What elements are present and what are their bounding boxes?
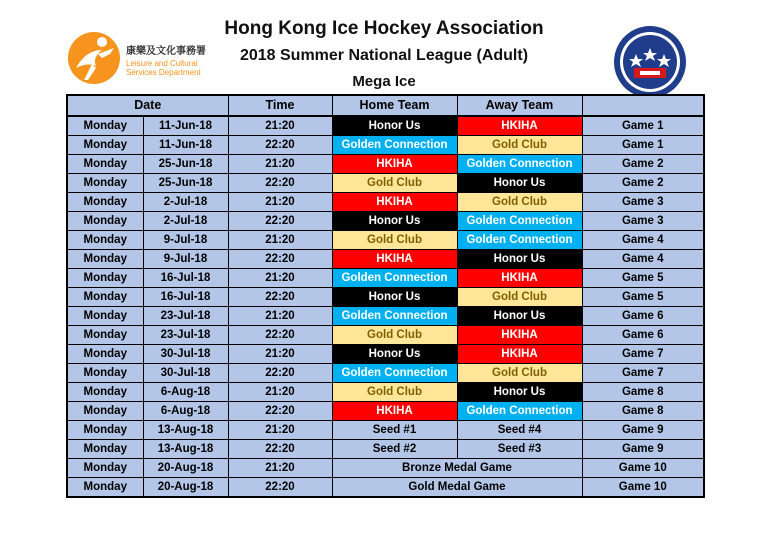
table-row — [67, 459, 704, 478]
row-day: Monday — [67, 288, 143, 307]
page-subtitle: 2018 Summer National League (Adult) — [239, 47, 529, 64]
row-game: Game 2 — [582, 174, 704, 193]
table-row — [67, 212, 704, 231]
row-date: 2-Jul-18 — [143, 212, 228, 231]
svg-text:Services Department: Services Department — [126, 68, 201, 77]
table-row — [67, 250, 704, 269]
lcsd-logo — [62, 28, 237, 88]
row-time: 21:20 — [228, 116, 332, 136]
row-away-team: Gold Club — [457, 193, 582, 212]
row-home-team: Seed #2 — [332, 440, 457, 459]
row-game: Game 9 — [582, 421, 704, 440]
row-date: 6-Aug-18 — [143, 383, 228, 402]
row-day: Monday — [67, 155, 143, 174]
page-title: Hong Kong Ice Hockey Association — [224, 18, 544, 39]
row-day: Monday — [67, 136, 143, 155]
row-home-team: Honor Us — [332, 212, 457, 231]
row-date: 23-Jul-18 — [143, 326, 228, 345]
row-day: Monday — [67, 383, 143, 402]
row-away-team: Seed #4 — [457, 421, 582, 440]
row-game: Game 10 — [582, 478, 704, 498]
row-away-team: Seed #3 — [457, 440, 582, 459]
row-day: Monday — [67, 269, 143, 288]
row-date: 25-Jun-18 — [143, 155, 228, 174]
row-time: 21:20 — [228, 459, 332, 478]
row-home-team: HKIHA — [332, 402, 457, 421]
row-home-team: Golden Connection — [332, 136, 457, 155]
row-date: 13-Aug-18 — [143, 440, 228, 459]
row-date: 16-Jul-18 — [143, 288, 228, 307]
row-date: 20-Aug-18 — [143, 459, 228, 478]
row-game: Game 8 — [582, 402, 704, 421]
row-day: Monday — [67, 174, 143, 193]
row-away-team: HKIHA — [457, 116, 582, 136]
row-away-team: HKIHA — [457, 345, 582, 364]
row-time: 22:20 — [228, 364, 332, 383]
row-time: 22:20 — [228, 326, 332, 345]
svg-text:Leisure and Cultural: Leisure and Cultural — [126, 59, 198, 68]
row-date: 23-Jul-18 — [143, 307, 228, 326]
row-home-team: HKIHA — [332, 193, 457, 212]
row-home-team: Golden Connection — [332, 269, 457, 288]
table-row — [67, 326, 704, 345]
col-header-date: Date — [67, 95, 228, 116]
row-day: Monday — [67, 364, 143, 383]
table-row — [67, 364, 704, 383]
col-header-game — [582, 95, 704, 116]
table-row — [67, 440, 704, 459]
row-time: 22:20 — [228, 174, 332, 193]
row-time: 22:20 — [228, 478, 332, 498]
row-home-team: Honor Us — [332, 345, 457, 364]
row-home-team: Golden Connection — [332, 364, 457, 383]
row-game: Game 1 — [582, 116, 704, 136]
row-date: 2-Jul-18 — [143, 193, 228, 212]
col-header-time: Time — [228, 95, 332, 116]
col-header-away: Away Team — [457, 95, 582, 116]
row-date: 20-Aug-18 — [143, 478, 228, 498]
row-date: 9-Jul-18 — [143, 250, 228, 269]
row-away-team: Honor Us — [457, 174, 582, 193]
row-time: 21:20 — [228, 193, 332, 212]
row-match: Bronze Medal Game — [332, 459, 582, 478]
row-date: 30-Jul-18 — [143, 345, 228, 364]
row-away-team: HKIHA — [457, 269, 582, 288]
table-header-row — [67, 95, 704, 116]
table-row — [67, 174, 704, 193]
table-row — [67, 478, 704, 498]
row-away-team: Gold Club — [457, 364, 582, 383]
row-away-team: HKIHA — [457, 326, 582, 345]
table-row — [67, 231, 704, 250]
row-time: 21:20 — [228, 345, 332, 364]
venue-label: Mega Ice — [352, 73, 416, 90]
hkiha-emblem-icon — [612, 24, 688, 100]
row-away-team: Golden Connection — [457, 155, 582, 174]
row-date: 9-Jul-18 — [143, 231, 228, 250]
row-time: 21:20 — [228, 231, 332, 250]
row-away-team: Gold Club — [457, 288, 582, 307]
hkiha-logo — [612, 24, 688, 100]
schedule-body — [67, 116, 704, 497]
col-header-home: Home Team — [332, 95, 457, 116]
row-home-team: Gold Club — [332, 174, 457, 193]
row-day: Monday — [67, 345, 143, 364]
row-game: Game 6 — [582, 307, 704, 326]
schedule-table — [66, 94, 705, 498]
row-home-team: HKIHA — [332, 250, 457, 269]
row-time: 21:20 — [228, 307, 332, 326]
row-day: Monday — [67, 307, 143, 326]
row-time: 21:20 — [228, 421, 332, 440]
row-day: Monday — [67, 116, 143, 136]
table-row — [67, 345, 704, 364]
row-home-team: HKIHA — [332, 155, 457, 174]
row-time: 21:20 — [228, 269, 332, 288]
table-row — [67, 421, 704, 440]
row-day: Monday — [67, 193, 143, 212]
row-day: Monday — [67, 212, 143, 231]
row-game: Game 5 — [582, 269, 704, 288]
lcsd-emblem-icon — [62, 28, 237, 88]
row-date: 30-Jul-18 — [143, 364, 228, 383]
table-row — [67, 383, 704, 402]
row-date: 11-Jun-18 — [143, 136, 228, 155]
row-home-team: Gold Club — [332, 326, 457, 345]
row-away-team: Honor Us — [457, 307, 582, 326]
row-date: 16-Jul-18 — [143, 269, 228, 288]
row-day: Monday — [67, 478, 143, 498]
row-match: Gold Medal Game — [332, 478, 582, 498]
row-day: Monday — [67, 440, 143, 459]
row-time: 22:20 — [228, 136, 332, 155]
row-game: Game 10 — [582, 459, 704, 478]
row-away-team: Golden Connection — [457, 212, 582, 231]
row-time: 21:20 — [228, 383, 332, 402]
row-game: Game 3 — [582, 193, 704, 212]
row-time: 21:20 — [228, 155, 332, 174]
row-date: 11-Jun-18 — [143, 116, 228, 136]
row-day: Monday — [67, 402, 143, 421]
table-row — [67, 288, 704, 307]
row-time: 22:20 — [228, 402, 332, 421]
row-game: Game 8 — [582, 383, 704, 402]
row-game: Game 7 — [582, 345, 704, 364]
row-day: Monday — [67, 231, 143, 250]
table-row — [67, 269, 704, 288]
row-game: Game 6 — [582, 326, 704, 345]
row-home-team: Gold Club — [332, 231, 457, 250]
row-day: Monday — [67, 421, 143, 440]
row-home-team: Golden Connection — [332, 307, 457, 326]
row-time: 22:20 — [228, 288, 332, 307]
row-time: 22:20 — [228, 440, 332, 459]
row-game: Game 4 — [582, 231, 704, 250]
row-date: 6-Aug-18 — [143, 402, 228, 421]
table-row — [67, 402, 704, 421]
row-home-team: Seed #1 — [332, 421, 457, 440]
row-away-team: Honor Us — [457, 250, 582, 269]
row-game: Game 7 — [582, 364, 704, 383]
row-away-team: Gold Club — [457, 136, 582, 155]
table-row — [67, 116, 704, 136]
row-game: Game 1 — [582, 136, 704, 155]
row-game: Game 3 — [582, 212, 704, 231]
row-away-team: Golden Connection — [457, 231, 582, 250]
row-home-team: Honor Us — [332, 116, 457, 136]
row-game: Game 4 — [582, 250, 704, 269]
row-day: Monday — [67, 459, 143, 478]
row-game: Game 9 — [582, 440, 704, 459]
table-row — [67, 307, 704, 326]
row-home-team: Gold Club — [332, 383, 457, 402]
svg-text:康樂及文化事務署: 康樂及文化事務署 — [126, 46, 206, 57]
row-game: Game 2 — [582, 155, 704, 174]
row-time: 22:20 — [228, 212, 332, 231]
table-row — [67, 136, 704, 155]
row-date: 25-Jun-18 — [143, 174, 228, 193]
row-time: 22:20 — [228, 250, 332, 269]
row-date: 13-Aug-18 — [143, 421, 228, 440]
row-game: Game 5 — [582, 288, 704, 307]
row-day: Monday — [67, 250, 143, 269]
row-away-team: Golden Connection — [457, 402, 582, 421]
row-day: Monday — [67, 326, 143, 345]
row-away-team: Honor Us — [457, 383, 582, 402]
table-row — [67, 155, 704, 174]
row-home-team: Honor Us — [332, 288, 457, 307]
table-row — [67, 193, 704, 212]
